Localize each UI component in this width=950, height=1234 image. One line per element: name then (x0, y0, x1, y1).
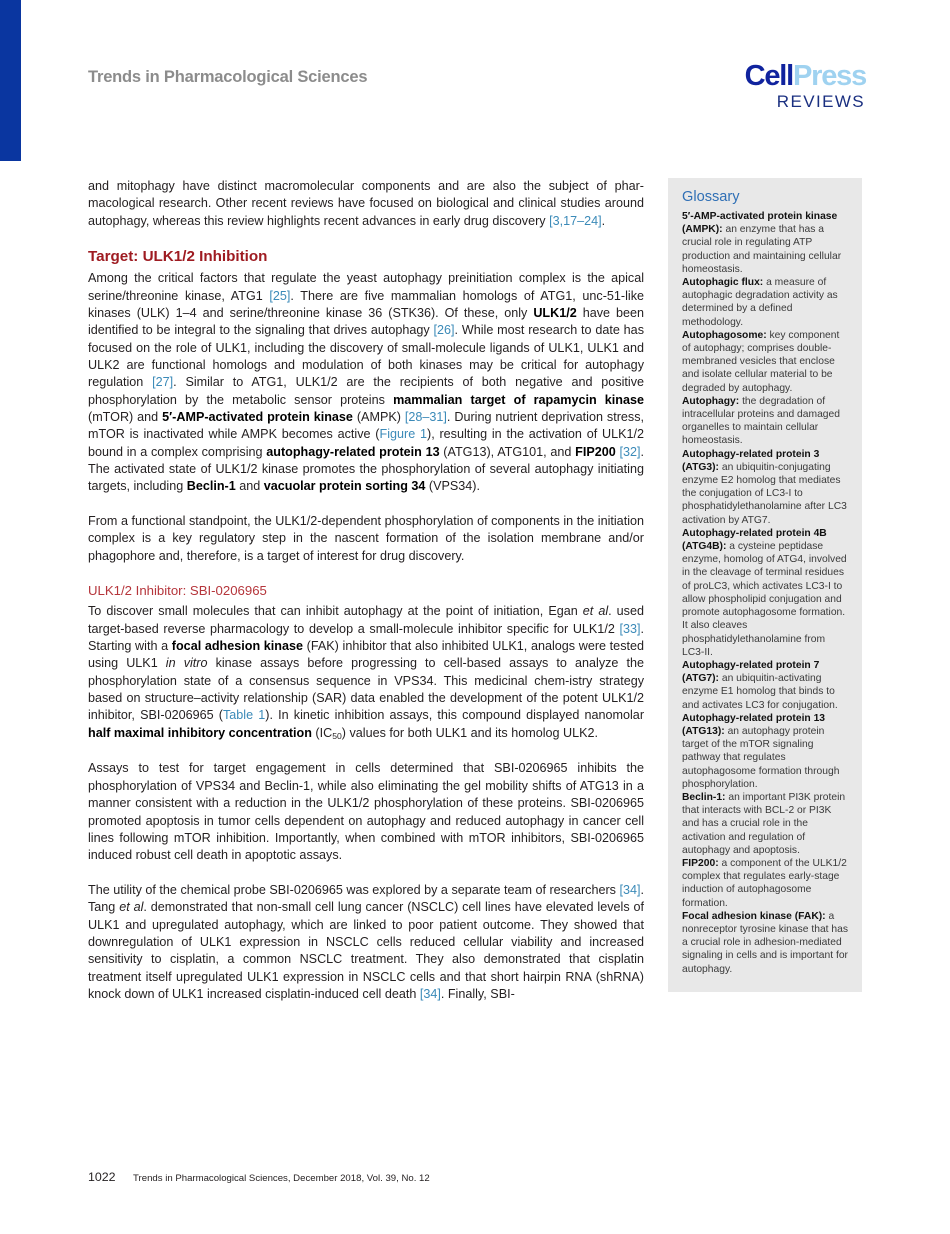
glossary-entry-list (682, 210, 848, 976)
paragraph-functional-standpoint: From a functional standpoint, the ULK1/2-dependent phosphorylation of components in the initiation complex is a key regulatory step in the nascent formation of the isolation membrane and/or phagophore and, therefore, is a target of interest for drug discovery. (88, 514, 644, 563)
logo-reviews-text: REVIEWS (776, 92, 865, 111)
glossary-definition: an ubiquitin-conjugating enzyme E2 homolog that mediates the conjugation of LC3-I to phosphatidylethanolamine after LC3 activation by ATG7. (682, 461, 847, 526)
glossary-term: Autophagy-related protein 13 (ATG13): (682, 712, 826, 737)
glossary-term: 5′-AMP-activated protein kinase (AMPK): (682, 211, 838, 236)
cell-press-wordmark (745, 62, 866, 91)
glossary-entry (682, 910, 848, 976)
glossary-definition: a component of the ULK1/2 complex that regulates early-stage induction of autophagosome formation. (682, 857, 847, 909)
section-heading-target-ulk: Target: ULK1/2 Inhibition (88, 248, 268, 266)
cell-press-logo (745, 62, 866, 110)
glossary-sidebar (668, 178, 862, 992)
glossary-term: Autophagic flux: (682, 277, 764, 289)
glossary-entry (682, 659, 848, 712)
footer-citation: Trends in Pharmacological Sciences, December 2018, Vol. 39, No. 12 (133, 1173, 430, 1184)
paragraph-assays: Assays to test for target engagement in cells determined that SBI-0206965 inhibits the phosphorylation of VPS34 and Beclin-1, while also eliminating the gel mobility shifts of ATG13 in a manner consistent with a reduction in the ULK1/2 phosphorylation of these proteins. SBI-0206965 promoted apoptosis in tumor cells dependent on autophagy and reduced autophagy in cancer cell lines following mTOR inhibition. Importantly, when combined with mTOR inhibitors, SBI-0206965 induced robust cell death in apoptotic assays. (88, 761, 644, 863)
glossary-title: Glossary (682, 189, 740, 205)
paragraph-ulk-background: Among the critical factors that regulate the yeast autophagy preinitiation complex is the apical serine/threonine kinase, ATG1 [25]. There are five mammalian homologs of ATG1, unc-51-like kinases (ULK) 1–4 and serine/threonine kinase 36 (STK36). Of these, only ULK1/2 have been identified to be integral to the signaling that drives autophagy [26]. While most research to date has focused on the role of ULK1, including the discovery of small-molecule ligands of ULK1, ULK1 and ULK2 are functional homologs and modulation of both kinases may be critical for autophagy regulation [27]. Similar to ATG1, ULK1/2 are the recipients of both negative and positive phosphorylation by the metabolic sensor proteins mammalian target of rapamycin kinase (mTOR) and 5′-AMP-activated protein kinase (AMPK) [28–31]. During nutrient deprivation stress, mTOR is inactivated while AMPK becomes active (Figure 1), resulting in the activation of ULK1/2 bound in a complex comprising autophagy-related protein 13 (ATG13), ATG101, and FIP200 [32]. The activated state of ULK1/2 kinase promotes the phosphorylation of several autophagy initiating targets, including Beclin-1 and vacuolar protein sorting 34 (VPS34). (88, 271, 645, 494)
logo-cell-text: Cell (744, 60, 793, 92)
glossary-definition: an important PI3K protein that interacts with BCL-2 or PI3K and has a crucial role in the activation and regulation of autophagy and apoptosis. (682, 791, 846, 856)
glossary-term: Autophagy-related protein 3 (ATG3): (682, 448, 820, 473)
glossary-definition: an autophagy protein target of the mTOR signaling pathway that regulates autophagosome formation through phosphorylation. (682, 725, 840, 790)
glossary-definition: a cysteine peptidase enzyme, homolog of ATG4, involved in the cleavage of terminal residues of proLC3, which activates LC3-I to allow phospholipid conjugation and promote autophagosome formation. It also cleaves phosphatidylethanolamine from LC3-II. (682, 541, 847, 658)
glossary-definition: a measure of autophagic degradation activity as determined by a defined methodology. (682, 277, 838, 328)
glossary-entry (682, 712, 848, 791)
journal-title: Trends in Pharmacological Sciences (88, 68, 368, 86)
glossary-entry (682, 857, 848, 910)
glossary-definition: an enzyme that has a crucial role in regulating ATP production and maintaining cellular homeostasis. (682, 224, 842, 275)
paragraph-intro: and mitophagy have distinct macromolecular components and are also the subject of phar-macological research. Other recent reviews have focused on biological and clinical studies around autophagy, whereas this review highlights recent advances in early drug discovery [3,17–24]. (88, 179, 644, 228)
logo-press-text: Press (792, 60, 866, 92)
paragraph-utility: The utility of the chemical probe SBI-0206965 was explored by a separate team of researchers [34]. Tang et al. demonstrated that non-small cell lung cancer (NSCLC) cell lines have elevated levels of ULK1 and upregulated autophagy, which are linked to poor patient outcome. They showed that downregulation of ULK1 expression in NSCLC cells reduced cellular viability and increased sensitivity to cisplatin, a common NSCLC treatment. They also demonstrated that cisplatin treatment itself upregulated ULK1 expression in NSCLC cells and that short hairpin RNA (shRNA) knock down of ULK1 increased cisplatin-induced cell death [34]. Finally, SBI- (88, 882, 644, 1001)
glossary-term: Beclin-1: (682, 791, 726, 803)
glossary-entry (682, 210, 848, 276)
glossary-term: FIP200: (682, 857, 719, 869)
glossary-term: Autophagosome: (682, 329, 767, 341)
sub-heading-ulk-inhibitor: ULK1/2 Inhibitor: SBI-0206965 (88, 583, 267, 599)
glossary-definition: a nonreceptor tyrosine kinase that has a crucial role in adhesion-mediated signaling in cells and is important for autophagy. (682, 910, 848, 975)
glossary-entry (682, 527, 848, 659)
glossary-entry (682, 329, 848, 395)
glossary-term: Autophagy-related protein 4B (ATG4B): (682, 527, 827, 553)
glossary-entry (682, 448, 848, 527)
page-footer (88, 1168, 430, 1186)
glossary-entry (682, 791, 848, 857)
glossary-definition: the degradation of intracellular proteins and damaged organelles to maintain cellular homeostasis. (682, 395, 840, 447)
glossary-term: Autophagy-related protein 7 (ATG7): (682, 659, 820, 685)
paragraph-discovery: To discover small molecules that can inhibit autophagy at the point of initiation, Egan et al. used target-based reverse pharmacology to develop a small-molecule inhibitor specific for ULK1/2 [33]. Starting with a focal adhesion kinase (FAK) inhibitor that also inhibited ULK1, analogs were tested using ULK1 in vitro kinase assays before progressing to cell-based assays to analyze the phosphorylation state of a consensus sequence in VPS34. This medicinal chem-istry strategy based on structure–activity relationship (SAR) data enabled the development of the potent ULK1/2 inhibitor, SBI-0206965 (Table 1). In kinetic inhibition assays, this compound displayed nanomolar half maximal inhibitory concentration $(IC_{50})$ values for both ULK1 and its homolog ULK2. (88, 604, 645, 742)
glossary-term: Focal adhesion kinase (FAK): (682, 910, 826, 922)
glossary-entry (682, 276, 848, 329)
glossary-term: Autophagy: (682, 395, 740, 407)
page-number: 1022 (88, 1170, 116, 1184)
glossary-definition: key component of autophagy; comprises double-membraned vesicles that enclose and isolate cellular material to be degraded by autophagy. (682, 329, 840, 394)
page-header (0, 0, 950, 130)
main-text-column (88, 178, 644, 1003)
glossary-entry (682, 395, 848, 448)
glossary-definition: an ubiquitin-activating enzyme E1 homolog that binds to and activates LC3 for conjugation. (682, 673, 838, 711)
